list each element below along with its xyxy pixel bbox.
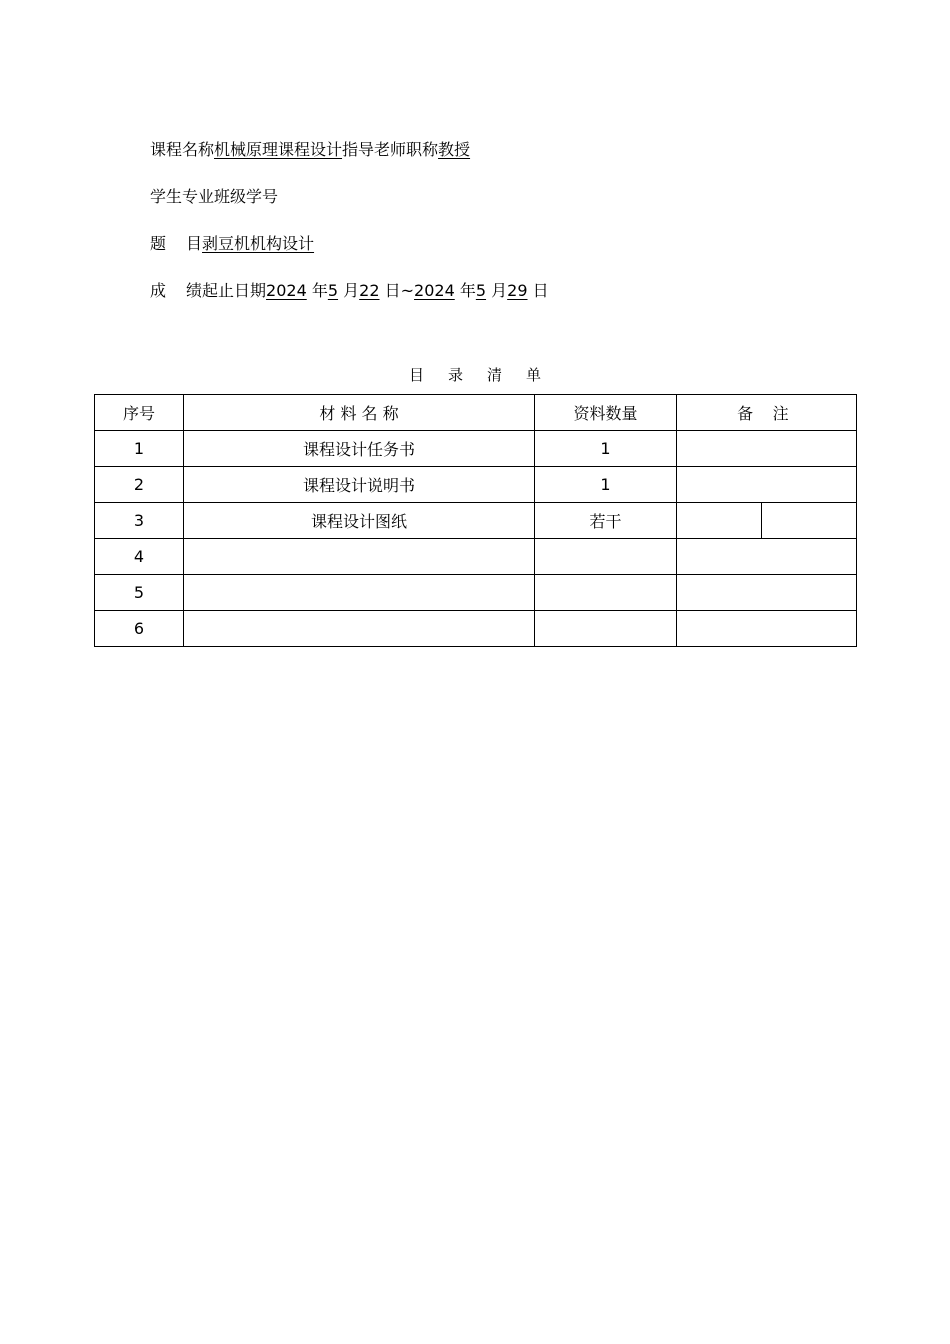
cell-note-extra	[762, 503, 857, 539]
table-row	[95, 431, 857, 467]
cell-name: 课程设计图纸	[184, 503, 535, 539]
start-month: 5	[327, 281, 339, 300]
header-qty: 资料数量	[535, 395, 677, 431]
catalog-table	[94, 394, 857, 647]
cell-name	[184, 539, 535, 575]
cell-no: 1	[95, 431, 184, 467]
teacher-value: 教授	[438, 140, 471, 159]
catalog-title-char: 录	[447, 366, 463, 384]
header-note: 备 注	[677, 395, 857, 431]
catalog-title-char: 清	[487, 366, 503, 384]
grade-label-2: 绩起止日期	[186, 281, 267, 300]
catalog-title	[0, 364, 950, 385]
cell-note	[677, 431, 857, 467]
cell-qty: 1	[535, 431, 677, 467]
topic-label-1: 题	[150, 234, 167, 253]
date-line	[150, 281, 549, 301]
cell-no: 4	[95, 539, 184, 575]
end-day: 29	[507, 281, 528, 300]
topic-line	[150, 234, 314, 254]
table-row	[95, 575, 857, 611]
tilde: ~	[400, 281, 415, 300]
cell-no: 3	[95, 503, 184, 539]
start-day: 22	[359, 281, 380, 300]
cell-note	[677, 575, 857, 611]
student-line	[150, 187, 278, 207]
cell-no: 5	[95, 575, 184, 611]
cell-note	[677, 503, 762, 539]
cell-no: 6	[95, 611, 184, 647]
teacher-label: 指导老师职称	[342, 140, 439, 159]
cell-qty: 若干	[535, 503, 677, 539]
year-char-2: 年	[459, 281, 476, 300]
header-name: 材 料 名 称	[184, 395, 535, 431]
end-month: 5	[475, 281, 487, 300]
table-header-row	[95, 395, 857, 431]
day-char: 日	[384, 281, 401, 300]
topic-label-2: 目	[186, 234, 203, 253]
day-char-2: 日	[532, 281, 549, 300]
cell-name: 课程设计任务书	[184, 431, 535, 467]
month-char: 月	[343, 281, 360, 300]
cell-qty: 1	[535, 467, 677, 503]
cell-note	[677, 539, 857, 575]
month-char-2: 月	[491, 281, 508, 300]
course-label: 课程名称	[150, 140, 215, 159]
cell-qty	[535, 575, 677, 611]
table-row	[95, 539, 857, 575]
cell-name: 课程设计说明书	[184, 467, 535, 503]
course-line	[150, 140, 470, 160]
catalog-title-char: 目	[408, 366, 424, 384]
cell-qty	[535, 539, 677, 575]
cell-no: 2	[95, 467, 184, 503]
cell-name	[184, 575, 535, 611]
year-char: 年	[311, 281, 328, 300]
topic-value: 剥豆机机构设计	[202, 234, 315, 253]
student-label: 学生专业班级学号	[150, 187, 279, 206]
table-row	[95, 467, 857, 503]
cell-name	[184, 611, 535, 647]
cell-note	[677, 467, 857, 503]
table-row	[95, 503, 857, 539]
header-no: 序号	[95, 395, 184, 431]
cell-qty	[535, 611, 677, 647]
grade-label-1: 成	[150, 281, 167, 300]
end-year: 2024	[414, 281, 455, 300]
table-row	[95, 611, 857, 647]
course-value: 机械原理课程设计	[214, 140, 343, 159]
cell-note	[677, 611, 857, 647]
start-year: 2024	[266, 281, 307, 300]
catalog-title-char: 单	[526, 366, 542, 384]
